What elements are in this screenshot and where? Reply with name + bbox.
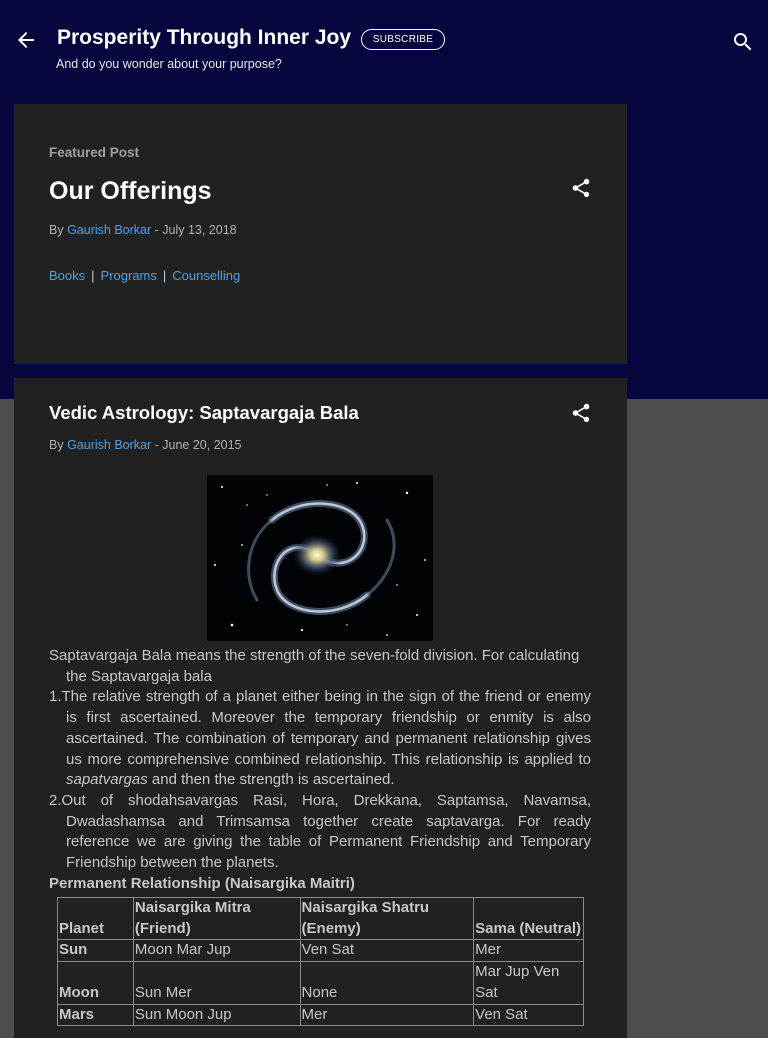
byline-by: By [49,223,64,237]
table-header: Sama (Neutral) [474,898,584,940]
share-icon[interactable] [570,177,592,199]
blog-header [0,0,768,100]
post-byline [49,438,242,452]
table-caption: Permanent Relationship (Naisargika Maitri) [49,874,355,892]
relationship-table [57,897,584,1026]
byline-by: By [49,438,64,452]
table-row [58,1004,584,1026]
programs-link[interactable]: Programs [100,268,157,283]
point-1-text: 1.The relative strength of a planet either being in the sign of the friend or enemy is first ascertained. Moreover the temporary friendship or enmity is also ascertained. The combination of temporary and permanent relationship gives us more comprehensive combined relationship. This relationship is applied to [49,688,591,768]
table-cell: Sun Mer [133,962,300,1004]
table-cell: Ven Sat [300,940,474,962]
table-header: Planet [58,898,134,940]
table-header: Naisargika Shatru (Enemy) [300,898,474,940]
post-date[interactable]: - June 20, 2015 [154,438,242,452]
point-1 [49,687,591,791]
table-cell: Mars [58,1004,134,1026]
search-icon[interactable] [731,30,755,54]
galaxy-image[interactable] [207,475,433,641]
point-1-text-end: and then the strength is ascertained. [147,771,395,789]
books-link[interactable]: Books [49,268,86,283]
post-body [49,646,591,894]
offerings-links [49,268,240,283]
author-link[interactable]: Gaurish Borkar [67,438,152,452]
link-separator: | [91,268,95,283]
table-cell: Sun [58,940,134,962]
point-1-emphasis: sapatvargas [66,771,148,789]
table-header: Naisargika Mitra (Friend) [133,898,300,940]
table-cell: Moon Mar Jup [133,940,300,962]
intro-paragraph: Saptavargaja Bala means the strength of the seven-fold division. For calculating the Saptavargaja bala [49,647,580,685]
table-cell: Ven Sat [474,1004,584,1026]
table-cell: None [300,962,474,1004]
author-link[interactable]: Gaurish Borkar [67,223,152,237]
featured-post-title[interactable]: Our Offerings [49,177,212,205]
subscribe-button[interactable]: SUBSCRIBE [361,29,445,50]
post-title[interactable]: Vedic Astrology: Saptavargaja Bala [49,402,359,423]
post-date[interactable]: - July 13, 2018 [154,223,237,237]
link-separator: | [162,268,167,283]
table-row [58,962,584,1004]
blog-tagline: And do you wonder about your purpose? [56,57,282,71]
table-cell: Moon [58,962,134,1004]
table-header-row [58,898,584,940]
table-cell: Mer [474,940,584,962]
counselling-link[interactable]: Counselling [172,268,241,283]
back-arrow-icon[interactable] [14,28,38,52]
table-cell: Sun Moon Jup [133,1004,300,1026]
point-2: 2.Out of shodahsavargas Rasi, Hora, Drekkana, Saptamsa, Navamsa, Dwadashamsa and Trimsamsa together create saptavarga. For ready reference we are giving the table of Permanent Friendship and Temporary Friendship between the planets. [49,791,591,872]
table-row [58,940,584,962]
featured-post-label: Featured Post [49,145,140,160]
share-icon[interactable] [570,402,592,424]
featured-post-card [14,104,627,364]
table-cell: Mar Jup Ven Sat [474,962,584,1004]
blog-title[interactable]: Prosperity Through Inner Joy [57,26,352,49]
featured-post-byline [49,223,237,237]
post-card [14,378,627,1038]
table-cell: Mer [300,1004,474,1026]
